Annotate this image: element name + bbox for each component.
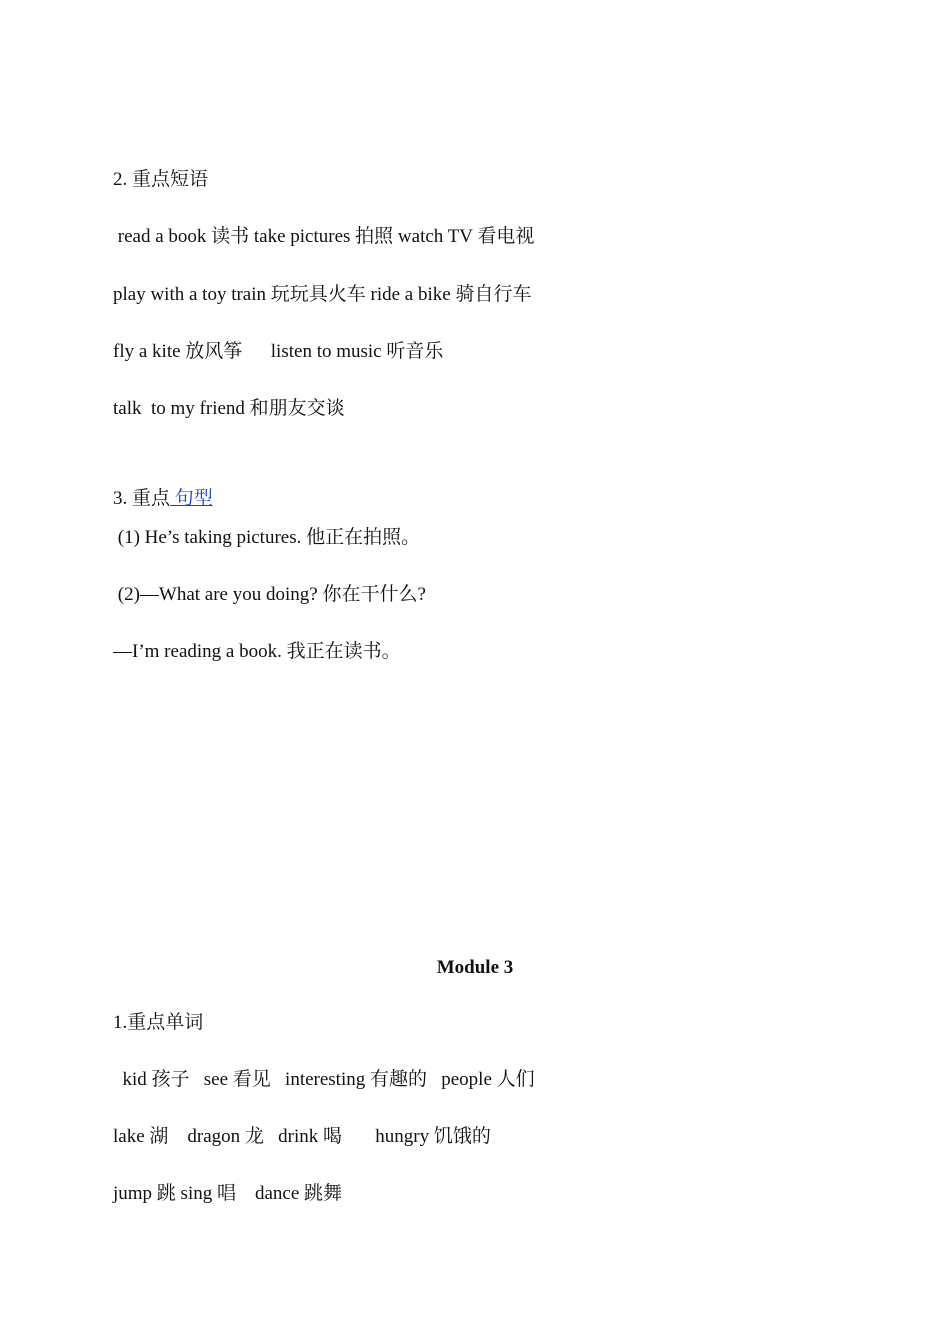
module-3-section-1-title: 1.重点单词 [113,1012,204,1033]
sentence-line: (1) He’s taking pictures. 他正在拍照。 [113,527,421,548]
vocabulary-line: jump 跳 sing 唱 dance 跳舞 [113,1183,343,1204]
sentence-patterns-link[interactable]: 句型 [170,488,213,509]
sentence-line: (2)—What are you doing? 你在干什么? [113,584,426,605]
module-3-heading: Module 3 [436,957,514,978]
phrase-line: play with a toy train 玩玩具火车 ride a bike 骑自行车 [113,284,532,305]
phrase-line: fly a kite 放风筝 listen to music 听音乐 [113,341,444,362]
sentence-line: —I’m reading a book. 我正在读书。 [113,641,401,662]
vocabulary-line: lake 湖 dragon 龙 drink 喝 hungry 饥饿的 [113,1126,491,1147]
section-3-title [113,487,213,511]
phrase-line: read a book 读书 take pictures 拍照 watch TV 看电视 [113,226,535,247]
section-2-title: 2. 重点短语 [113,169,209,190]
section-3-title-prefix: 3. 重点 [113,488,171,509]
phrase-line: talk to my friend 和朋友交谈 [113,398,345,419]
vocabulary-line: kid 孩子 see 看见 interesting 有趣的 people 人们 [113,1069,535,1090]
